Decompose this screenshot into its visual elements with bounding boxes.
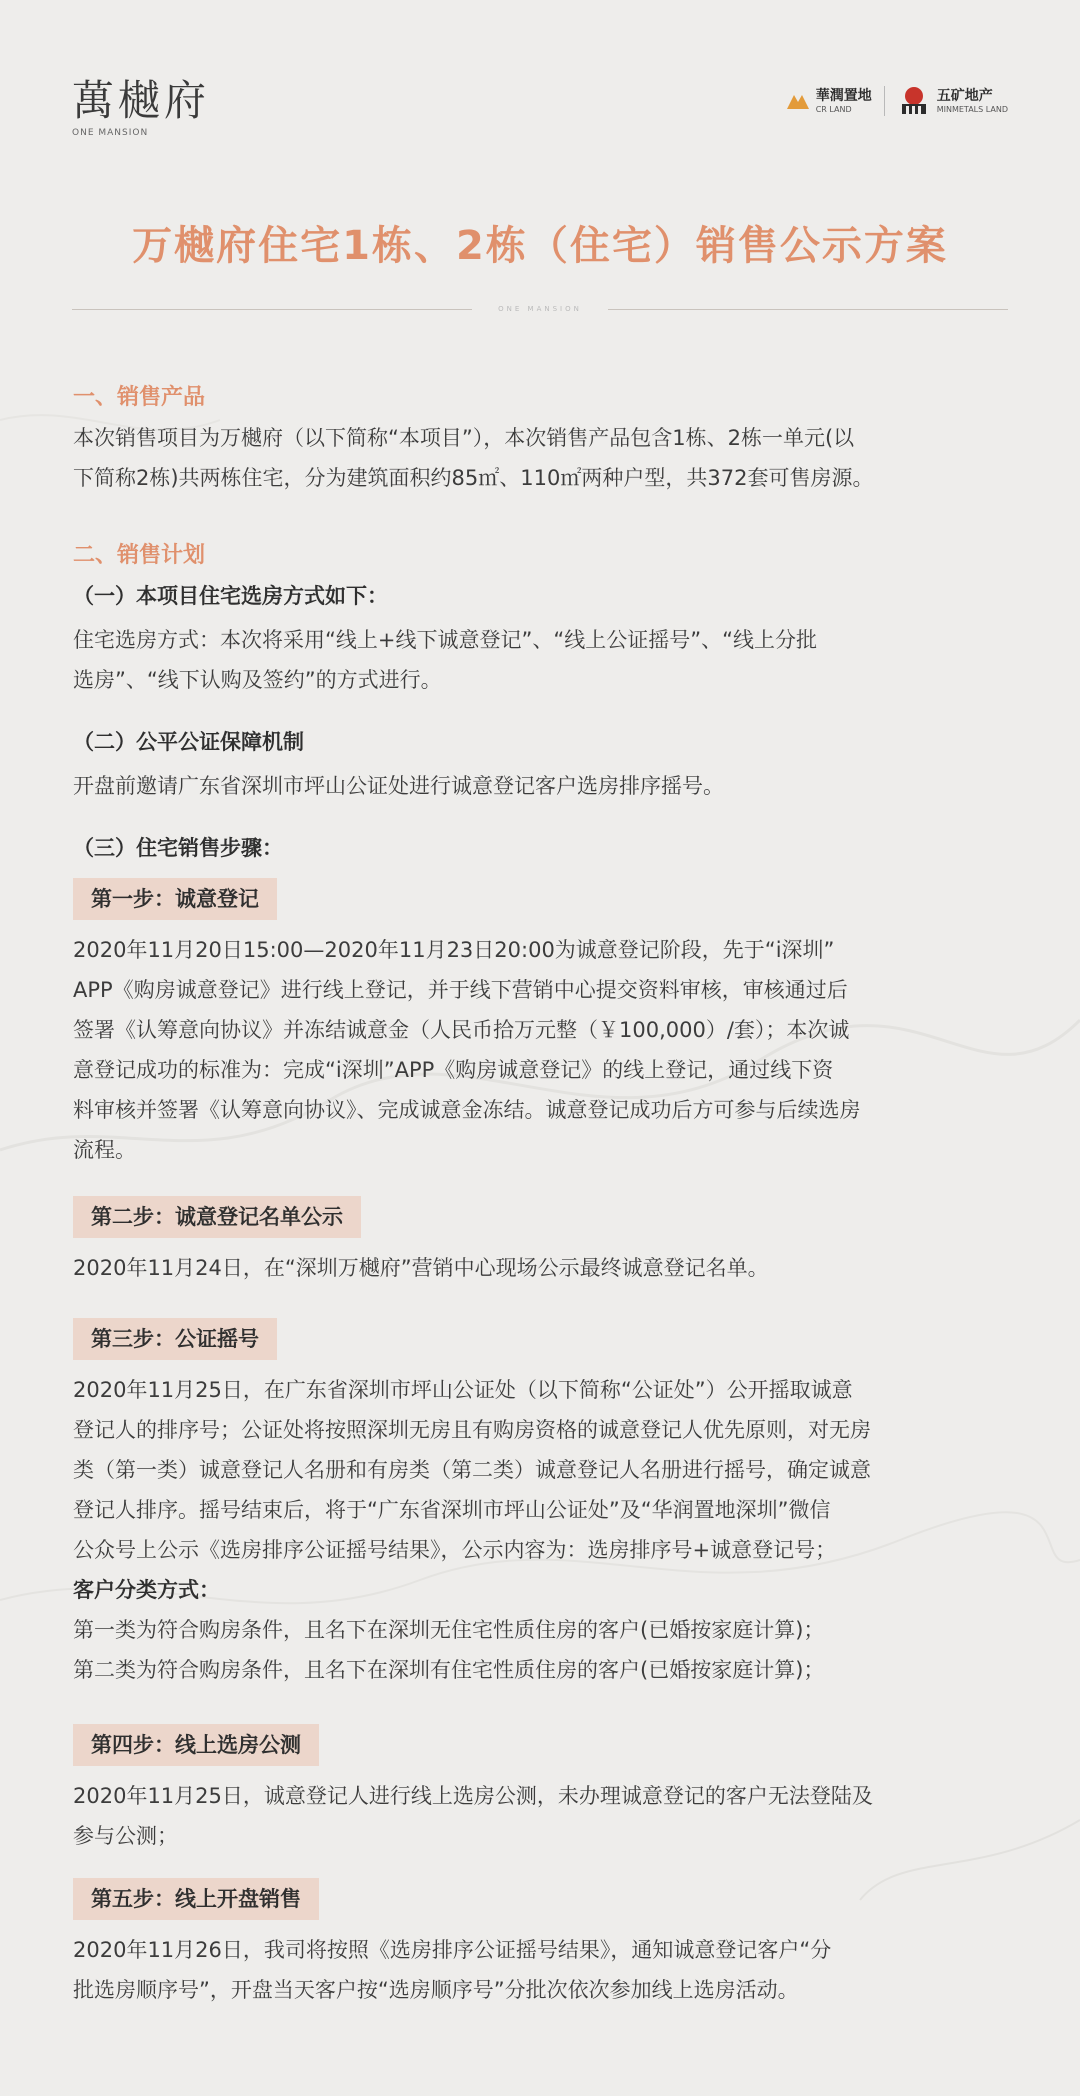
section-heading-plan: 二、销售计划 xyxy=(73,543,206,568)
paragraph-line: 2020年11月26日，我司将按照《选房排序公证摇号结果》，通知诚意登记客户“分 xyxy=(73,1938,832,1962)
paragraph-line: 2020年11月25日，在广东省深圳市坪山公证处（以下简称“公证处”）公开摇取诚意 xyxy=(73,1378,853,1402)
paragraph-line: 类（第一类）诚意登记人名册和有房类（第二类）诚意登记人名册进行摇号，确定诚意 xyxy=(73,1458,871,1482)
paragraph-line: 公众号上公示《选房排序公证摇号结果》，公示内容为：选房排序号+诚意登记号； xyxy=(73,1538,837,1562)
paragraph-line: APP《购房诚意登记》进行线上登记，并于线下营销中心提交资料审核，审核通过后 xyxy=(73,978,848,1002)
subsection-heading: （一）本项目住宅选房方式如下： xyxy=(73,584,388,608)
section-heading-products: 一、销售产品 xyxy=(73,385,206,410)
paragraph-line: 住宅选房方式：本次将采用“线上+线下诚意登记”、“线上公证摇号”、“线上分批 xyxy=(73,628,817,652)
crland-name-en: CR LAND xyxy=(815,104,852,114)
paragraph-line: 开盘前邀请广东省深圳市坪山公证处进行诚意登记客户选房排序摇号。 xyxy=(73,774,724,798)
minmetals-name-cn: 五矿地产 xyxy=(936,87,993,104)
developer-brands xyxy=(786,84,1008,118)
step-1-tag: 第一步：诚意登记 xyxy=(73,878,277,920)
subsection-heading: （三）住宅销售步骤： xyxy=(73,836,283,860)
step-3-tag: 第三步：公证摇号 xyxy=(73,1318,277,1360)
minmetals-brand xyxy=(897,84,1008,118)
paragraph-line: 登记人排序。摇号结束后，将于“广东省深圳市坪山公证处”及“华润置地深圳”微信 xyxy=(73,1498,831,1522)
title-divider xyxy=(72,303,1008,315)
paragraph-line: 选房”、“线下认购及签约”的方式进行。 xyxy=(73,668,442,692)
paragraph-line: 意登记成功的标准为：完成“i深圳”APP《购房诚意登记》的线上登记，通过线下资 xyxy=(73,1058,834,1082)
paragraph-line: 登记人的排序号；公证处将按照深圳无房且有购房资格的诚意登记人优先原则，对无房 xyxy=(73,1418,871,1442)
step-5-tag: 第五步：线上开盘销售 xyxy=(73,1878,319,1920)
paragraph-line: 流程。 xyxy=(73,1138,136,1162)
subsection-heading: （二）公平公证保障机制 xyxy=(73,730,304,754)
paragraph-line: 签署《认筹意向协议》并冻结诚意金（人民币拾万元整（￥100,000）/套）；本次诚 xyxy=(73,1018,850,1042)
paragraph-line: 第一类为符合购房条件，且名下在深圳无住宅性质住房的客户(已婚按家庭计算)； xyxy=(73,1618,825,1642)
classification-heading: 客户分类方式： xyxy=(73,1578,220,1602)
paragraph-line: 批选房顺序号”，开盘当天客户按“选房顺序号”分批次依次参加线上选房活动。 xyxy=(73,1978,799,2002)
divider-text: ONE MANSION xyxy=(498,305,582,313)
logo-subtitle: ONE MANSION xyxy=(72,128,149,138)
crland-name-cn: 華潤置地 xyxy=(815,87,872,104)
minmetals-name-en: MINMETALS LAND xyxy=(936,104,1008,114)
paragraph-line: 下简称2栋)共两栋住宅，分为建筑面积约85㎡、110㎡两种户型，共372套可售房源。 xyxy=(73,466,874,490)
step-2-tag: 第二步：诚意登记名单公示 xyxy=(73,1196,361,1238)
logo-title: 萬樾府 xyxy=(72,76,211,125)
paragraph-line: 参与公测； xyxy=(73,1824,178,1848)
minmetals-logo-icon xyxy=(897,84,931,118)
document-body xyxy=(73,378,1013,2010)
step-4-tag: 第四步：线上选房公测 xyxy=(73,1724,319,1766)
document-title: 万樾府住宅1栋、2栋（住宅）销售公示方案 xyxy=(132,223,948,269)
brand-separator xyxy=(884,86,885,116)
crland-logo-icon xyxy=(786,91,810,111)
project-logo xyxy=(72,76,210,138)
crland-brand xyxy=(786,88,872,115)
paragraph-line: 2020年11月24日，在“深圳万樾府”营销中心现场公示最终诚意登记名单。 xyxy=(73,1256,769,1280)
paragraph-line: 本次销售项目为万樾府（以下简称“本项目”），本次销售产品包含1栋、2栋一单元(以 xyxy=(73,426,855,450)
paragraph-line: 第二类为符合购房条件，且名下在深圳有住宅性质住房的客户(已婚按家庭计算)； xyxy=(73,1658,825,1682)
paragraph-line: 2020年11月20日15:00—2020年11月23日20:00为诚意登记阶段，先于“i深圳” xyxy=(73,938,835,962)
paragraph-line: 料审核并签署《认筹意向协议》、完成诚意金冻结。诚意登记成功后方可参与后续选房 xyxy=(73,1098,861,1122)
paragraph-line: 2020年11月25日，诚意登记人进行线上选房公测，未办理诚意登记的客户无法登陆及 xyxy=(73,1784,873,1808)
